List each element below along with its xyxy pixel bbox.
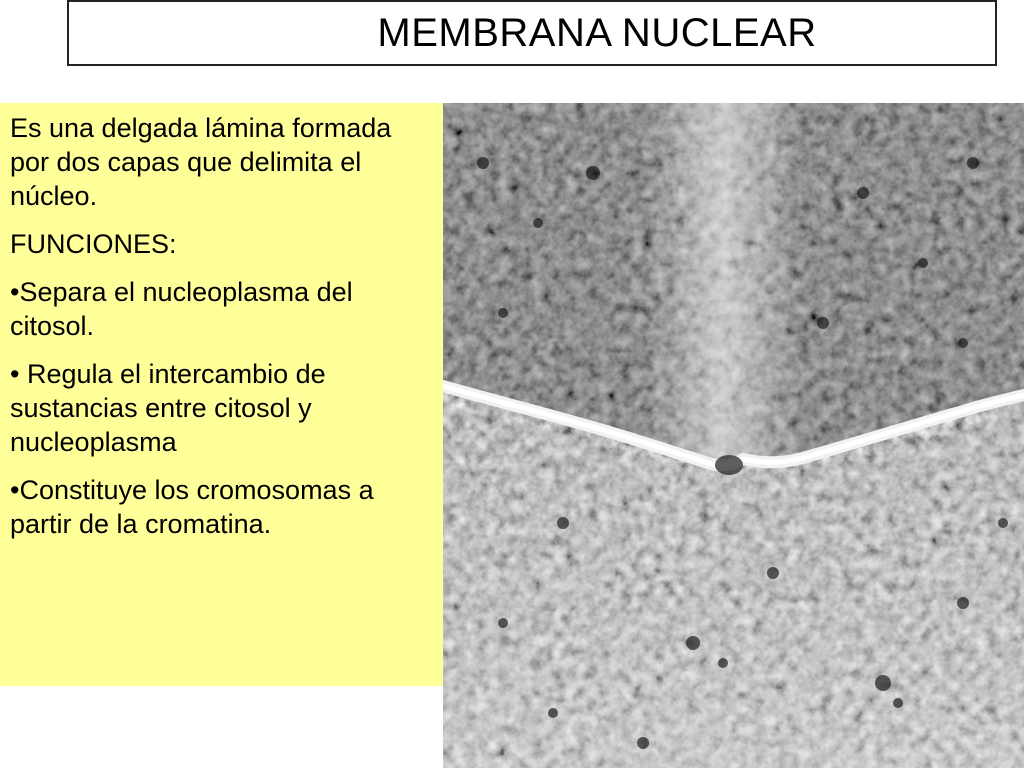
functions-heading: FUNCIONES:	[10, 229, 177, 260]
function-item-3: •Constituye los cromosomas a partir de la cromatina.	[10, 475, 374, 540]
title-box	[67, 0, 997, 66]
function-item-1: •Separa el nucleoplasma del citosol.	[10, 277, 353, 342]
slide-title: MEMBRANA NUCLEAR	[377, 10, 817, 55]
micrograph-image	[443, 103, 1024, 768]
intro-text: Es una delgada lámina formada por dos capas que delimita el núcleo.	[10, 113, 392, 212]
function-item-2: • Regula el intercambio de sustancias entre citosol y nucleoplasma	[10, 359, 326, 458]
text-panel	[0, 103, 443, 686]
